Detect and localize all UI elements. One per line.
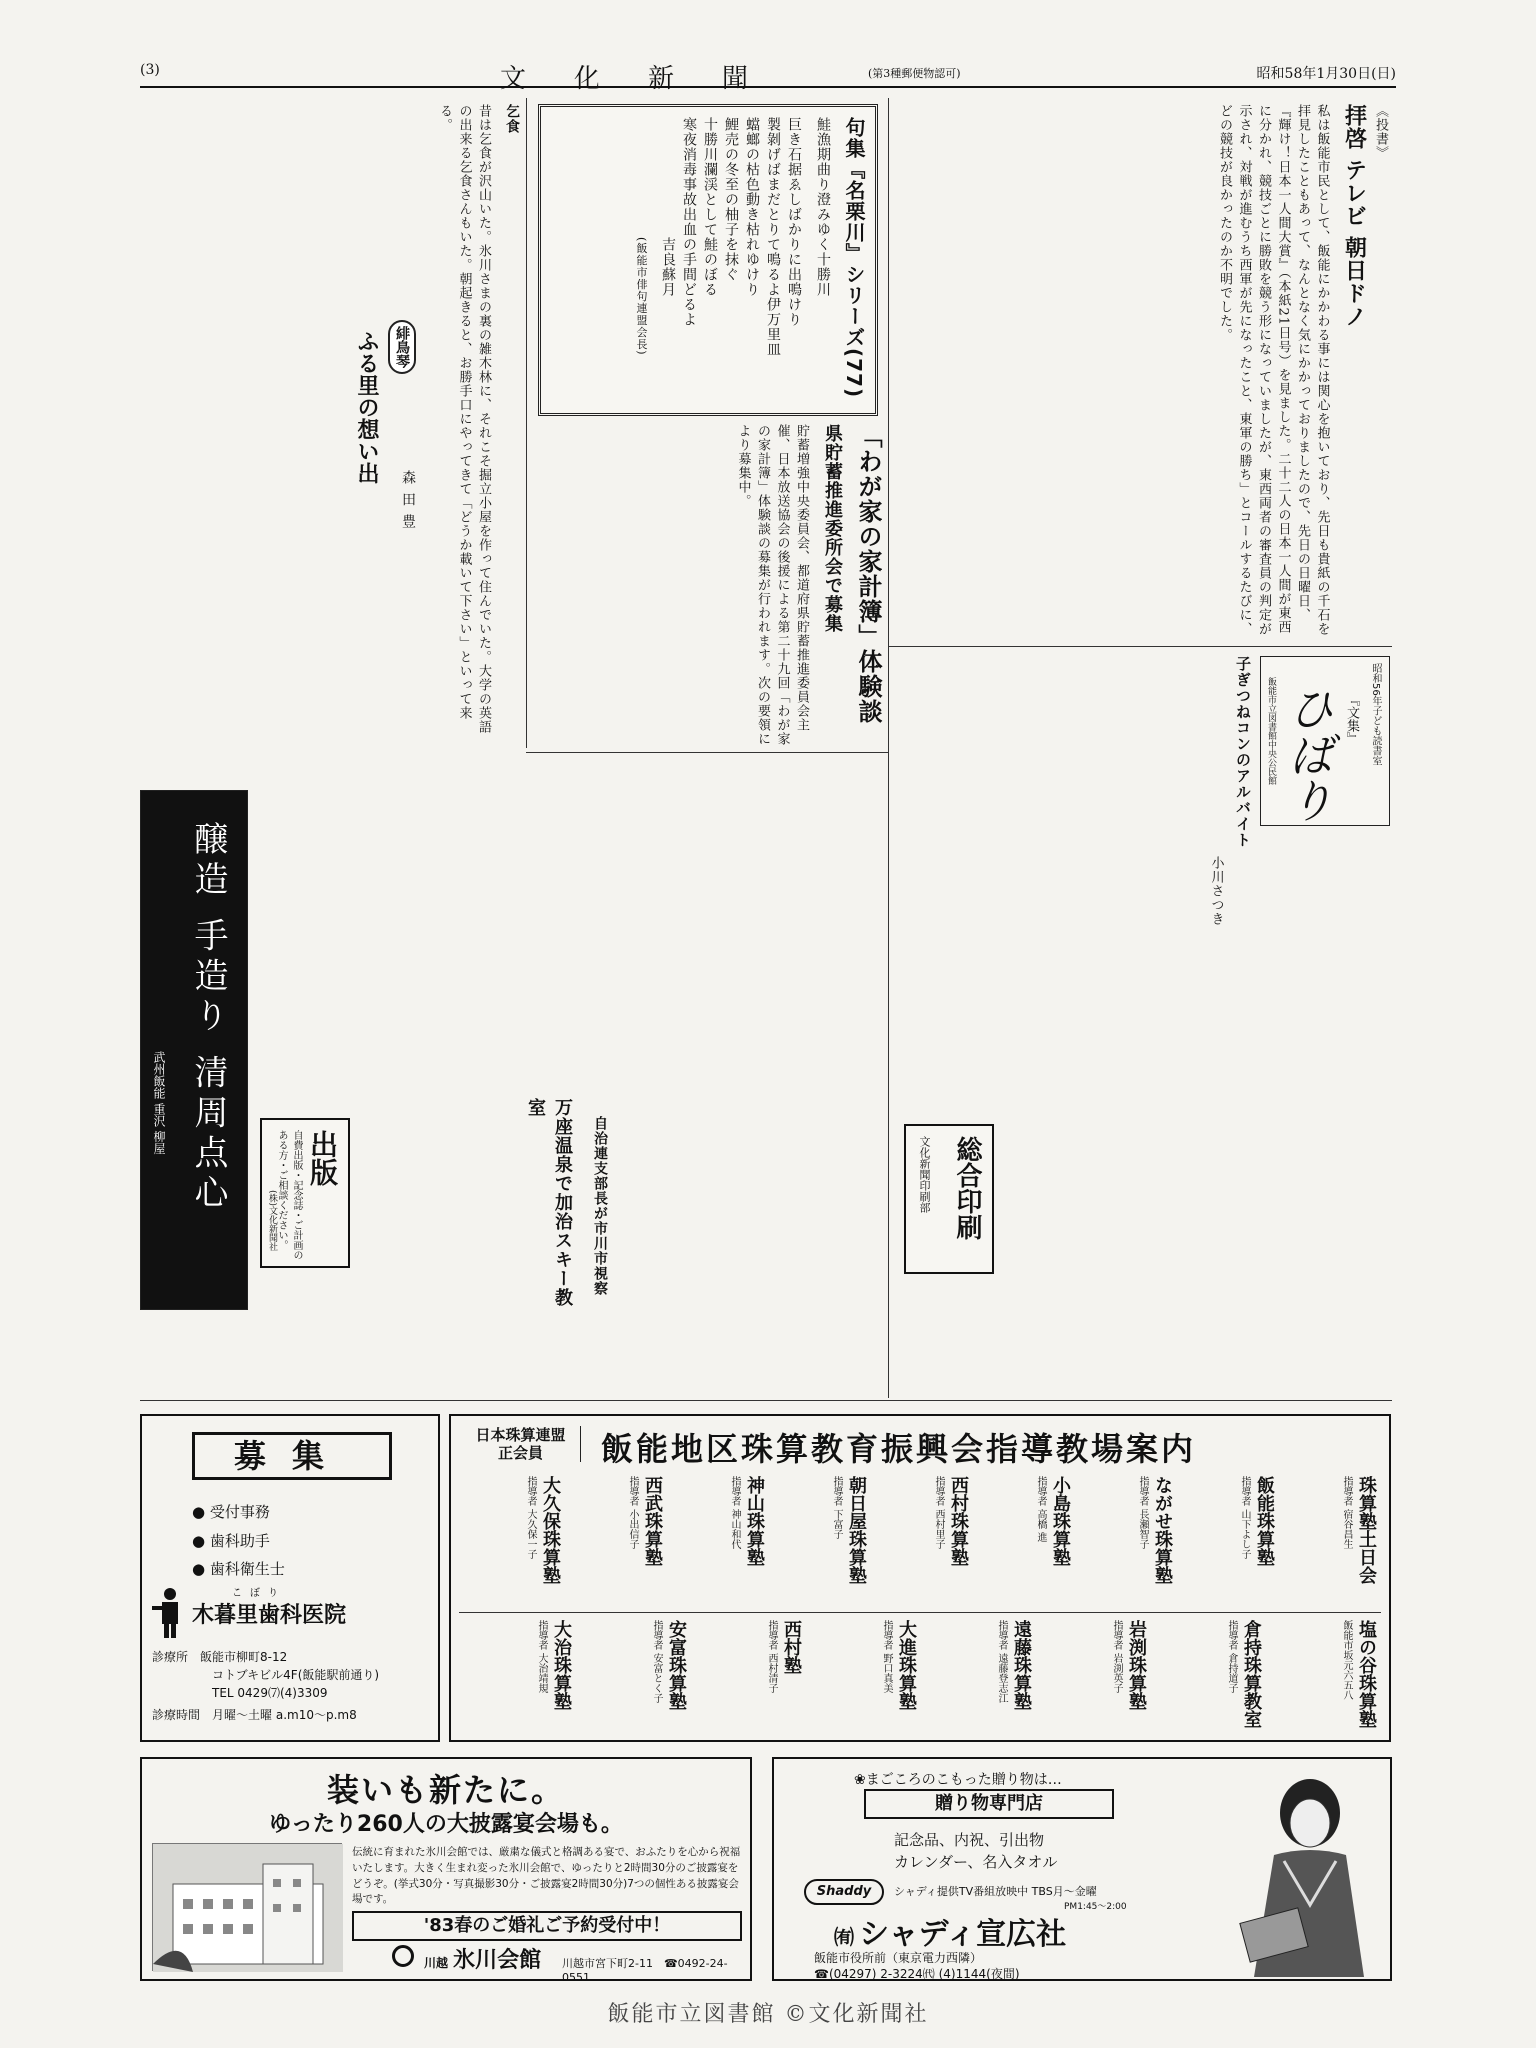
hibari-label: 昭和56年子ども読書室 (1370, 663, 1381, 766)
haiku-line: 製剝げばまだとりて鳴るよ伊万里皿 (765, 117, 781, 357)
boshu-item: ● 受付事務 (192, 1503, 270, 1521)
kakeibo-headline: 「わが家の家計簿」体験談 (854, 424, 882, 724)
ski-article (524, 1098, 576, 1318)
shaddy-tv-time: PM1:45〜2:00 (1064, 1902, 1127, 1912)
shuppan-ad-body: 自費出版・記念誌・ご計画のある方・ご相談ください。 (276, 1130, 302, 1260)
hikawa-subheadline: ゆったり260人の大披露宴会場も。 (269, 1812, 623, 1837)
soroban-title-row (451, 1424, 1389, 1466)
sougou-ad-company: 文化新聞印刷部 (918, 1136, 931, 1213)
school-entry[interactable]: 西武珠算塾 指導者 小出信子 (627, 1476, 663, 1566)
hikawa-kaikan-ad[interactable]: 装いも新たに。 ゆったり260人の大披露宴会場も。 伝統に育まれた氷川会館では、厳粛な儀式と格調ある宴で、おふたりを心から祝福いたします。大きく生まれ変った氷川会館で、ゆったりと2時間30分のご披露宴をどうぞ。(挙式30分・写真撮影30分・ご披露宴2時間30分)7つの個性ある披露宴会場です。 '83春のご婚礼ご予約受付中！ 川越 氷川会館 川越市宮下町2-11 ☎0492-24-0551 (140, 1757, 752, 1981)
hibari-headline: 子ぎつねコンのアルバイト (1234, 656, 1252, 848)
hikawa-headline: 装いも新たに。 (326, 1771, 565, 1809)
school-entry[interactable]: 朝日屋珠算塾 指導者 下富子 (831, 1476, 867, 1584)
soroban-directory (449, 1414, 1391, 1742)
school-entry[interactable]: 大久保珠算塾 指導者 大久保一子 (525, 1476, 561, 1584)
haiku-line: 寒夜消毒事故出血の手間どるよ (681, 117, 697, 327)
haiku-line: 巨き石据ゑしばかりに出鳴けり (786, 117, 802, 327)
tv-letter-headline: 拝啓 テレビ 朝日ドノ (1341, 104, 1367, 329)
haiku-line: 十勝川瀾渓として鮭のぼる (702, 117, 718, 297)
hikawa-banner: '83春のご婚礼ご予約受付中！ (352, 1911, 742, 1941)
clinic-address: 飯能市柳町8-12 (200, 1650, 288, 1664)
hibari-publisher: 飯能市立図書館中央公民館 (1266, 677, 1276, 785)
clinic-name: 木暮里歯科医院 (192, 1603, 347, 1628)
school-entry[interactable]: 倉持珠算教室 指導者 倉持道子 (1226, 1620, 1262, 1728)
hikawa-brand-prefix: 川越 (424, 1956, 449, 1970)
sougou-insatsu-ad[interactable] (904, 1124, 994, 1274)
shaddy-tv: シャディ提供TV番組放映中 TBS月〜金曜 (894, 1885, 1097, 1898)
shaddy-shop: 贈り物専門店 (864, 1789, 1114, 1819)
hikawa-building-photo (152, 1843, 342, 1971)
haiku-column (549, 117, 869, 407)
row-rule (888, 646, 1392, 647)
shaddy-goods-line: カレンダー、名入タオル (894, 1853, 1058, 1871)
soroban-lead (461, 1426, 581, 1462)
school-entry[interactable]: 小島珠算塾 指導者 高橋 進 (1035, 1476, 1071, 1566)
haiku-line: 鮭漁期曲り澄みゆく十勝川 (815, 117, 831, 297)
soroban-title: 飯能地区珠算教育振興会指導教場案内 (601, 1430, 1197, 1468)
soroban-lead-line: 日本珠算連盟 (475, 1426, 566, 1444)
tv-letter-tag: 《投書》 (1373, 104, 1388, 160)
haiku-line: 鯉売の冬至の柚子を抹ぐ (723, 117, 739, 282)
shaddy-ad[interactable] (772, 1757, 1392, 1981)
masthead (140, 56, 1396, 94)
shaddy-tagline: ❀まごころのこもった贈り物は… (854, 1772, 1062, 1788)
haiku-affiliation: (飯能市俳句連盟会長) (635, 237, 648, 356)
ski-headline: 万座温泉で加治スキー教室 (525, 1098, 573, 1307)
boshu-item: ● 歯科衛生士 (192, 1560, 285, 1578)
boshu-items (192, 1498, 285, 1584)
school-entry[interactable]: 安富珠算塾 指導者 安富とく子 (651, 1620, 687, 1710)
postal-permit: (第3種郵便物認可) (868, 67, 961, 80)
hikawa-tel[interactable]: 0492-24-0551 (562, 1957, 728, 1984)
dentist-figure-icon (152, 1586, 188, 1638)
haiku-headline: 句集『名栗川』シリーズ (842, 117, 866, 348)
shaddy-address: 飯能市役所前（東京電力西隣） (814, 1951, 983, 1965)
hibari-title-box (1260, 656, 1390, 826)
newspaper-title: 文化新聞 (500, 64, 797, 94)
clinic-hours: 月曜〜土曜 a.m10〜p.m8 (212, 1708, 357, 1722)
furusato-article (140, 104, 522, 744)
school-entry[interactable]: 珠算塾土日会 指導者 宿谷昌生 (1341, 1476, 1377, 1584)
boshu-ad[interactable] (140, 1414, 440, 1742)
furusato-author: 森田豊 (400, 470, 416, 536)
hibari-title: ひばり (1281, 685, 1335, 823)
furusato-series-label: 緋鳥琴 (388, 320, 416, 374)
kakeibo-article (530, 424, 886, 746)
school-entry[interactable]: 大治珠算塾 指導者 大治靖規 (536, 1620, 572, 1710)
archive-credit: 飯能市立図書館 ©文化新聞社 (607, 2002, 929, 2027)
hikawa-address: 川越市宮下町2-11 (562, 1957, 653, 1970)
school-entry[interactable]: 西村珠算塾 指導者 西村里子 (933, 1476, 969, 1566)
hibari-tag: 『文集』 (1344, 693, 1359, 745)
hikawa-brand: 氷川会館 (453, 1948, 542, 1973)
school-entry[interactable]: 神山珠算塾 指導者 神山和代 (729, 1476, 765, 1566)
shaddy-tel[interactable]: ☎(04297) 2-3224㈹ (4)1144(夜間) (814, 1967, 1020, 1981)
kaji-ad (140, 790, 248, 1310)
school-entry[interactable]: 西村塾 指導者 西村清子 (766, 1620, 802, 1694)
shaddy-goods-line: 記念品、内祝、引出物 (894, 1831, 1045, 1849)
school-entry[interactable]: 遠藤珠算塾 指導者 遠藤登志江 (996, 1620, 1032, 1710)
hibari-author: 小川さつき (1208, 856, 1224, 926)
boshu-title: 募集 (192, 1432, 392, 1480)
haiku-author: 吉良蘇月 (660, 237, 676, 297)
soroban-lead-line: 正会員 (497, 1444, 543, 1462)
shuppan-ad[interactable] (260, 1118, 350, 1268)
clinic-tel[interactable]: TEL 0429⑺(4)3309 (212, 1686, 328, 1700)
haiku-box (538, 104, 878, 416)
haiku-line: 蟷螂の枯色動き枯れゆけり (744, 117, 760, 297)
clinic-ruby: こぼり (232, 1588, 286, 1599)
shuppan-ad-company: (株)文化新聞社 (267, 1190, 277, 1252)
school-entry[interactable]: 飯能珠算塾 指導者 山下よし子 (1239, 1476, 1275, 1566)
hikawa-logo-icon (392, 1945, 414, 1967)
clinic-address-block (152, 1648, 379, 1724)
jichitai-article (578, 1116, 610, 1346)
school-entry[interactable]: ながせ珠算塾 指導者 長瀬智子 (1137, 1476, 1173, 1584)
boshu-item: ● 歯科助手 (192, 1531, 270, 1550)
sougou-ad-title: 総合印刷 (952, 1136, 982, 1240)
furusato-headline: ふる里の想い出 (354, 330, 379, 484)
school-entry[interactable]: 岩渕珠算塾 指導者 岩渕英子 (1111, 1620, 1147, 1710)
shaddy-logo: Shaddy (804, 1879, 884, 1905)
page-number: (3) (140, 62, 160, 78)
column-rule (526, 98, 527, 748)
shaddy-company: シャディ宣広社 (859, 1917, 1067, 1952)
kaji-ad-company: 武州飯能 重沢 柳屋 (152, 1051, 166, 1155)
tv-letter-body: 私は飯能市民として、飯能にかかわる事には関心を抱いており、先日も貴紙の千石を拝見したこともあって、なんとなく気にかかっておりましたので、先日の日曜日、『輝け！日本一人間大賞』（本紙21日号）を見ました。二十二人の日本一人間が東西に分かれ、競技ごとに勝敗を競う形になっていましたが、東西両者の審査員の判定が示され、対戦が進むうち西軍が先になったこと、東軍の勝ち」とコールするたびに、どの競技が良かったのか不明でした。 (1217, 104, 1330, 636)
soroban-row-rule (459, 1612, 1381, 1613)
furusato-title-block (340, 320, 420, 580)
clinic-building: コトブキビル4F(飯能駅前通り) (212, 1668, 380, 1682)
jichitai-headline: 自治連支部長が市川市視察 (592, 1116, 608, 1296)
kimono-woman-photo (1224, 1765, 1384, 1977)
hikawa-body: 伝統に育まれた氷川会館では、厳粛な儀式と格調ある宴で、おふたりを心から祝福いたします。大きく生まれ変った氷川会館で、ゆったりと2時間30分のご披露宴をどうぞ。(挙式30分・写真撮影30分・ご披露宴2時間30分)7つの個性ある披露宴会場です。 (352, 1846, 741, 1906)
school-entry[interactable]: 大進珠算塾 指導者 野口真美 (881, 1620, 917, 1710)
section-rule (140, 1400, 1392, 1401)
tv-letter-article (1100, 104, 1390, 638)
shuppan-ad-title: 出版 (306, 1130, 339, 1186)
school-entry[interactable]: 塩の谷珠算塾 飯能市坂元六五八 (1341, 1620, 1377, 1728)
kojiki-subheadline: 乞食 (504, 104, 520, 134)
issue-date: 昭和58年1月30日(日) (1256, 66, 1396, 82)
shaddy-company-prefix: ㈲ (834, 1925, 854, 1949)
column-rule (888, 98, 889, 1398)
clinic-hours-label: 診療時間 (152, 1708, 201, 1722)
clinic-address-label: 診療所 (152, 1650, 189, 1664)
kakeibo-subheadline: 県貯蓄推進委所会で募集 (822, 424, 843, 633)
hibari-article (894, 656, 1254, 1176)
row-rule (526, 752, 888, 753)
kaji-ad-text: 醸造 手造り 清周点心 (188, 821, 228, 1215)
kakeibo-body: 貯蓄増強中央委員会、都道府県貯蓄推進委員会主催、日本放送協会の後援による第二十九回「わが家の家計簿」体験談の募集が行われます。次の要領により募集中。 (735, 424, 809, 746)
furusato-body: 昔は乞食が沢山いた。氷川さまの裏の雑木林に、それこそ掘立小屋を作って住んでいた。大学の英語の出来る乞食さんもいた。朝起きると、お勝手口にやってきて「どうか載いて下さい」といって来る。 (437, 104, 491, 734)
haiku-series-number: (77) (842, 348, 866, 399)
